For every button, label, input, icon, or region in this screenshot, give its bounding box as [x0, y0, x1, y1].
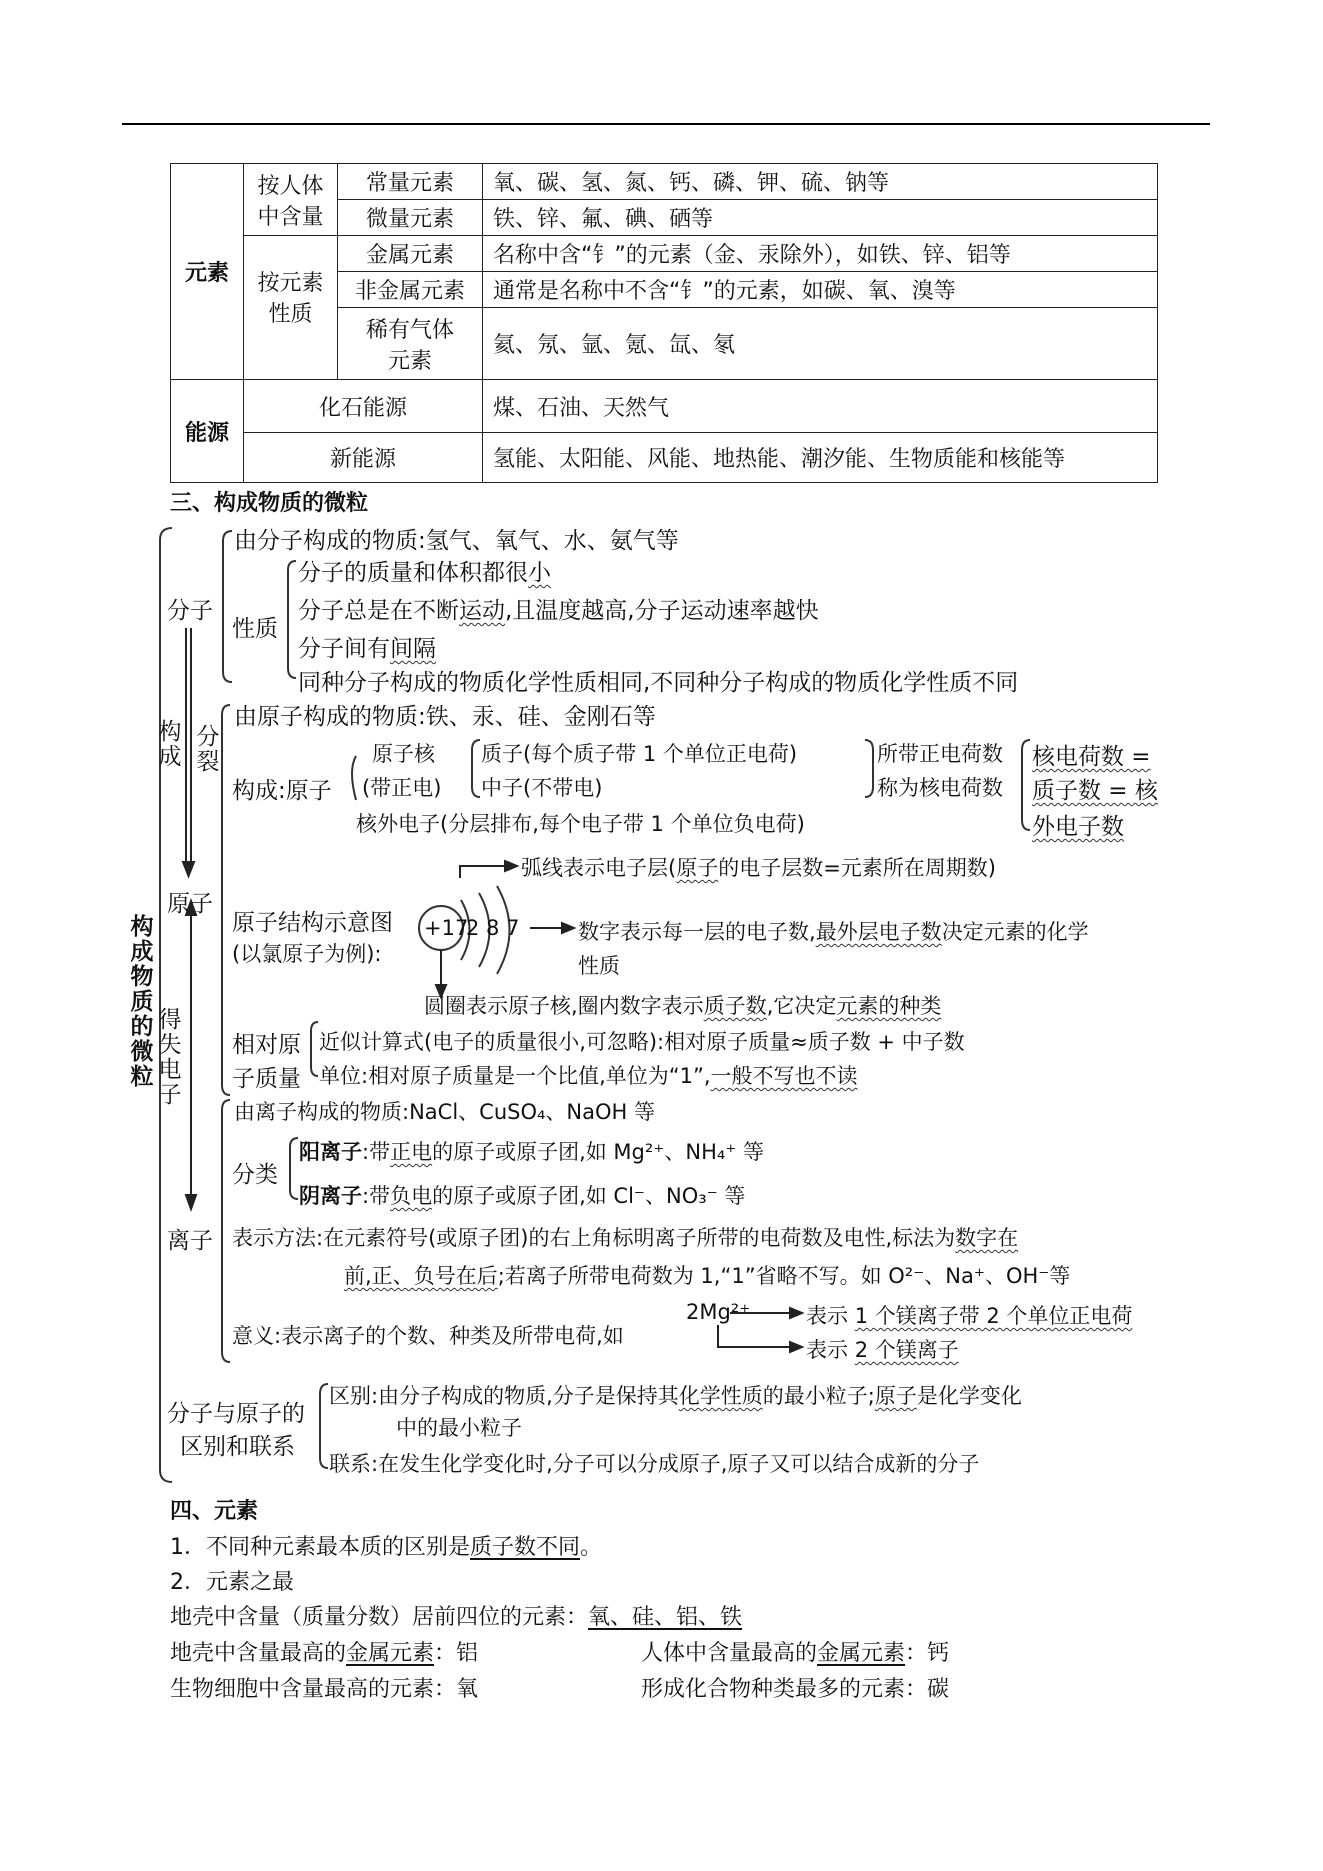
- rel-label-1: 相对原: [232, 1032, 301, 1058]
- cell-metal-desc: 名称中含“钅”的元素（金、汞除外），如铁、锌、铝等: [483, 236, 1158, 272]
- link-text: 联系:在发生化学变化时,分子可以分成原子,原子又可以结合成新的分子: [329, 1452, 980, 1476]
- molecule-made: 由分子构成的物质:氢气、氧气、水、氨气等: [234, 528, 679, 554]
- cell-nonmetal-desc: 通常是名称中不含“钅”的元素，如碳、氧、溴等: [483, 272, 1158, 308]
- meaning-text: 意义:表示离子的个数、种类及所带电荷,如: [232, 1324, 624, 1348]
- ion-label: 离子: [167, 1228, 213, 1254]
- circle-note: 圆圈表示原子核,圈内数字表示质子数,它决定元素的种类: [424, 994, 942, 1018]
- charge-text-1: 所带正电荷数: [877, 742, 1003, 766]
- cell-energy: 能源: [171, 380, 244, 483]
- repr-text-1: 表示方法:在元素符号(或原子团)的右上角标明离子所带的电荷数及电性,标法为数字在: [232, 1226, 1019, 1250]
- cell-new-energy: 新能源: [244, 433, 483, 483]
- cell-trace-list: 铁、锌、氟、碘、硒等: [483, 200, 1158, 236]
- diff-label-1: 分子与原子的: [167, 1401, 305, 1427]
- section3-title: 三、构成物质的微粒: [170, 491, 369, 516]
- gou-cheng-label: 构成: [158, 719, 182, 770]
- root-label: 构成物质的微粒: [130, 914, 154, 1090]
- anion-text: 阴离子:带负电的原子或原子团,如 Cl⁻、NO₃⁻ 等: [299, 1184, 746, 1208]
- meaning-2: 表示 2 个镁离子: [806, 1338, 959, 1362]
- nucleus-label-1: 原子核: [372, 742, 435, 766]
- struct-label-2: (以氯原子为例):: [232, 942, 382, 966]
- digit-note-2: 性质: [578, 954, 620, 978]
- eq-text-3: 外电子数: [1032, 814, 1124, 840]
- rel-label-2: 子质量: [232, 1066, 301, 1092]
- section4-title: 四、元素: [170, 1499, 259, 1524]
- cell-by-property: 按元素 性质: [244, 236, 338, 380]
- property-label: 性质: [232, 616, 278, 642]
- shell-electrons: 2 8 7: [466, 916, 520, 940]
- cell-noble: 稀有气体 元素: [338, 308, 483, 380]
- diff-label-2: 区别和联系: [180, 1434, 295, 1460]
- cell-nonmetal: 非金属元素: [338, 272, 483, 308]
- atom-made: 由原子构成的物质:铁、汞、硅、金刚石等: [234, 704, 656, 730]
- nucleus-number: +17: [424, 916, 469, 940]
- crust-top4: 地壳中含量（质量分数）居前四位的元素：氧、硅、铝、铁: [170, 1605, 743, 1630]
- section4-item2: 2．元素之最: [170, 1570, 294, 1595]
- cell-fossil-list: 煤、石油、天然气: [483, 380, 1158, 433]
- cell-by-content: 按人体 中含量: [244, 164, 338, 236]
- fen-lie-label: 分裂: [196, 724, 220, 775]
- mg-example: 2Mg²⁺: [686, 1300, 751, 1324]
- de-shi-label: 得失电子: [158, 1007, 182, 1108]
- prop1: 分子的质量和体积都很小: [298, 560, 551, 586]
- eq-text-1: 核电荷数 =: [1032, 744, 1151, 770]
- eq-text-2: 质子数 = 核: [1032, 778, 1158, 804]
- charge-text-2: 称为核电荷数: [877, 776, 1003, 800]
- prop3: 分子间有间隔: [298, 636, 436, 662]
- prop4: 同种分子构成的物质化学性质相同,不同种分子构成的物质化学性质不同: [298, 670, 1019, 696]
- nucleus-label-2: (带正电): [362, 776, 442, 800]
- cell-element: 生物细胞中含量最高的元素：氧: [170, 1677, 479, 1702]
- ion-made: 由离子构成的物质:NaCl、CuSO₄、NaOH 等: [234, 1100, 655, 1124]
- crust-metal: 地壳中含量最高的金属元素：铝: [170, 1641, 479, 1666]
- diff-text: 区别:由分子构成的物质,分子是保持其化学性质的最小粒子;原子是化学变化: [329, 1384, 1022, 1408]
- neutron-text: 中子(不带电): [481, 776, 603, 800]
- cell-major: 常量元素: [338, 164, 483, 200]
- compound-element: 形成化合物种类最多的元素：碳: [641, 1677, 950, 1702]
- cell-trace: 微量元素: [338, 200, 483, 236]
- prop2: 分子总是在不断运动,且温度越高,分子运动速率越快: [298, 598, 819, 624]
- cell-yuansu: 元素: [171, 164, 244, 380]
- cell-new-list: 氢能、太阳能、风能、地热能、潮汐能、生物质能和核能等: [483, 433, 1158, 483]
- composition-label: 构成:原子: [232, 778, 332, 804]
- molecule-label: 分子: [167, 598, 213, 624]
- proton-text: 质子(每个质子带 1 个单位正电荷): [481, 742, 798, 766]
- meaning-1: 表示 1 个镁离子带 2 个单位正电荷: [806, 1304, 1133, 1328]
- classify-label: 分类: [232, 1162, 278, 1188]
- arc-note: 弧线表示电子层(原子的电子层数=元素所在周期数): [521, 856, 996, 880]
- unit-text: 单位:相对原子质量是一个比值,单位为“1”,一般不写也不读: [319, 1064, 858, 1088]
- body-metal: 人体中含量最高的金属元素：钙: [641, 1641, 950, 1666]
- approx-text: 近似计算式(电子的质量很小,可忽略):相对原子质量≈质子数 + 中子数: [319, 1030, 965, 1054]
- cation-text: 阳离子:带正电的原子或原子团,如 Mg²⁺、NH₄⁺ 等: [299, 1140, 765, 1164]
- repr-text-2: 前,正、负号在后;若离子所带电荷数为 1,“1”省略不写。如 O²⁻、Na⁺、OH⁻等: [344, 1264, 1071, 1288]
- section4-item1: 1．不同种元素最本质的区别是质子数不同。: [170, 1535, 603, 1560]
- digit-note: 数字表示每一层的电子数,最外层电子数决定元素的化学: [578, 920, 1089, 944]
- cell-noble-list: 氦、氖、氩、氪、氙、氡: [483, 308, 1158, 380]
- atom-label: 原子: [167, 891, 213, 917]
- cell-fossil: 化石能源: [244, 380, 483, 433]
- diff-text-2: 中的最小粒子: [396, 1416, 522, 1440]
- struct-label-1: 原子结构示意图: [232, 910, 393, 936]
- electron-text: 核外电子(分层排布,每个电子带 1 个单位负电荷): [356, 812, 805, 836]
- cell-metal: 金属元素: [338, 236, 483, 272]
- cell-major-list: 氧、碳、氢、氮、钙、磷、钾、硫、钠等: [483, 164, 1158, 200]
